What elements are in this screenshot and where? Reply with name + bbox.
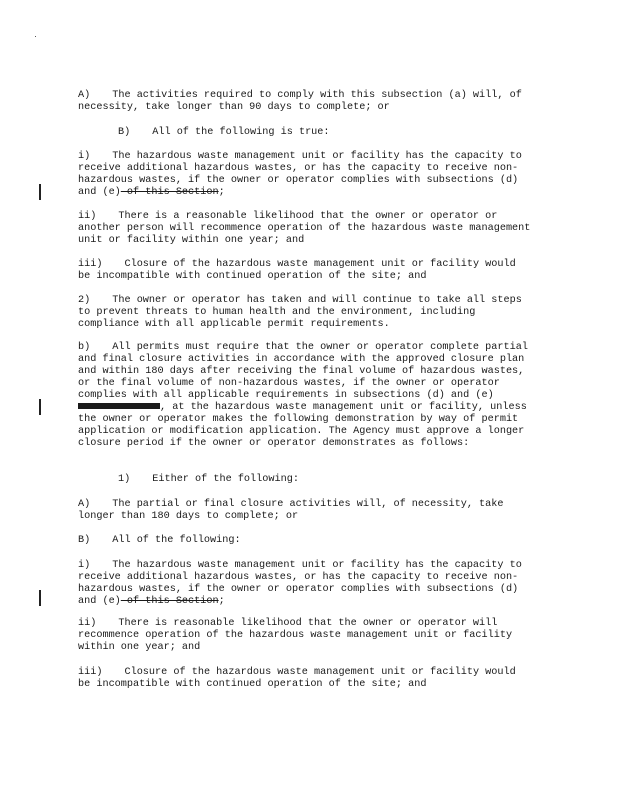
scan-speck (35, 36, 36, 37)
struck-text: of this Section (120, 187, 219, 198)
paragraph-1: 1) Either of the following: (118, 474, 299, 485)
paragraph-i-second: i) The hazardous waste management unit or facility has the capacity to receive additional hazardous wastes, or has the capacity to receive non-hazardous wastes, if the owner or operator complies with subsections (d) and (e) of this Section; (78, 560, 522, 607)
paragraph-b-second: B) All of the following: (78, 535, 241, 546)
redacted-text (78, 403, 160, 409)
paragraph-a: A) The activities required to comply with this subsection (a) will, of necessity, take longer than 90 days to complete; or (78, 90, 522, 113)
paragraph-a-second: A) The partial or final closure activities will, of necessity, take longer than 180 days to complete; or (78, 499, 504, 522)
paragraph-iii-second: iii) Closure of the hazardous waste management unit or facility would be incompatible with continued operation of the site; and (78, 667, 516, 690)
struck-text: of this Section (120, 596, 219, 607)
revision-bar (39, 184, 41, 200)
paragraph-iii: iii) Closure of the hazardous waste management unit or facility would be incompatible with continued operation of the site; and (78, 259, 516, 282)
paragraph-i: i) The hazardous waste management unit or facility has the capacity to receive additional hazardous wastes, or has the capacity to receive non-hazardous wastes, if the owner or operator complies with subsections (d) and (e) of this Section; (78, 151, 522, 198)
paragraph-ii-second: ii) There is reasonable likelihood that the owner or operator will recommence operation of the hazardous waste management unit or facility within one year; and (78, 618, 513, 653)
paragraph-b: B) All of the following is true: (118, 127, 330, 138)
paragraph-ii: ii) There is a reasonable likelihood that the owner or operator or another person will recommence operation of the hazardous waste management unit or facility within one year; and (78, 211, 531, 246)
paragraph-2: 2) The owner or operator has taken and will continue to take all steps to prevent threats to human health and the environment, including compliance with all applicable permit requirements. (78, 295, 522, 330)
revision-bar (39, 590, 41, 606)
revision-bar (39, 399, 41, 415)
paragraph-b-permits: b) All permits must require that the owner or operator complete partial and final closure activities in accordance with the approved closure plan and within 180 days after receiving the final volume of hazardous wastes, or the final volume of non-hazardous wastes, if the owner or operator complies with all applicable requirements in subsections (d) and (e) , at the hazardous waste management unit or facility, unless the owner or operator makes the following demonstration by way of permit application or modification application. The Agency must approve a longer closure period if the owner or operator demonstrates as follows: (78, 342, 528, 449)
